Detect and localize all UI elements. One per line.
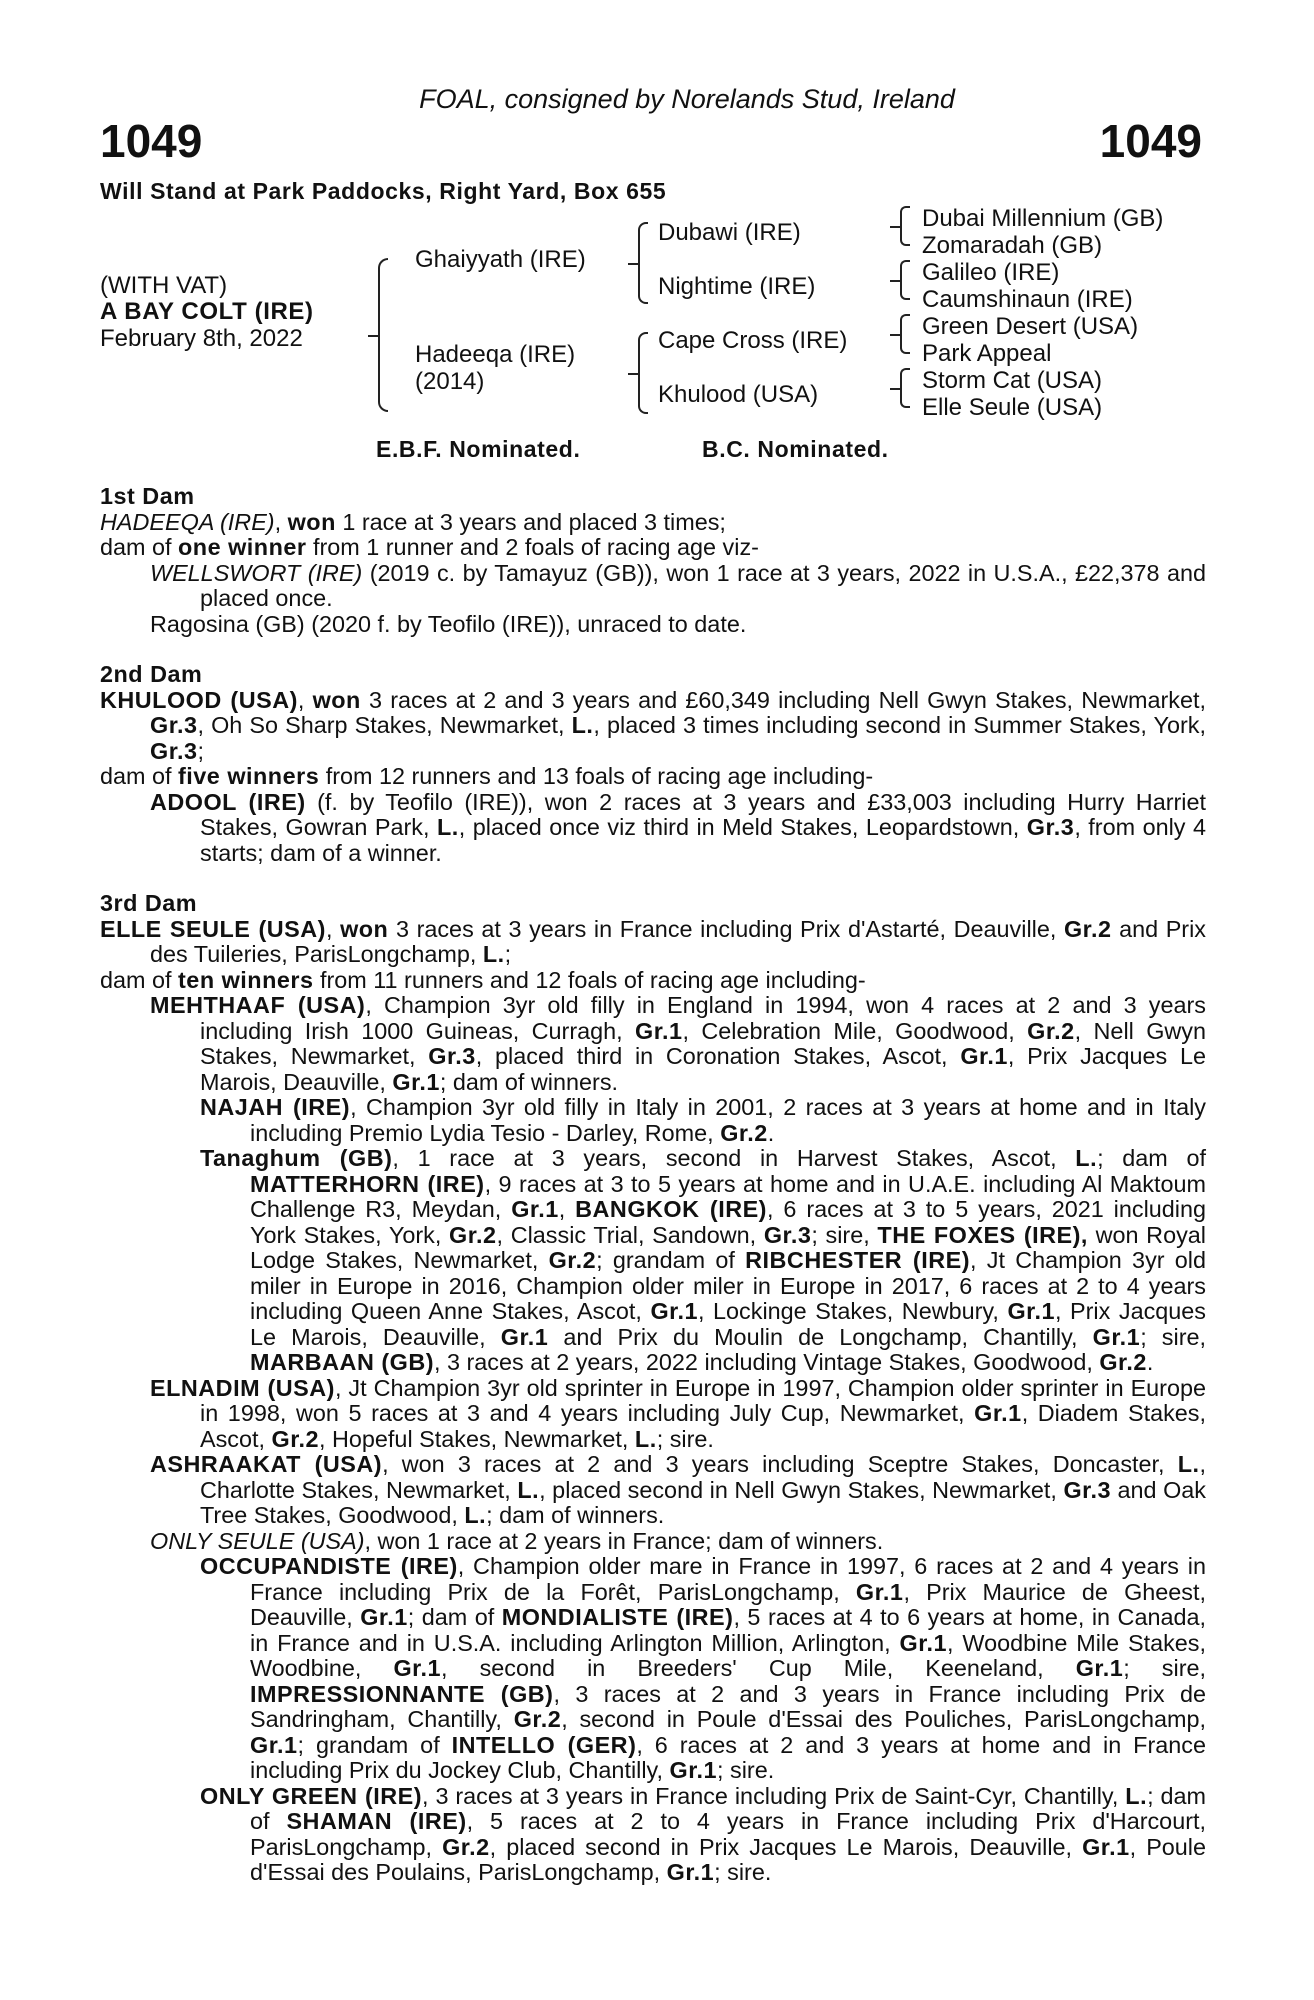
ancestor-2: Zomaradah (GB) — [922, 232, 1103, 259]
second-dam-heading: 2nd Dam — [100, 661, 203, 687]
consignor-line: FOAL, consigned by Norelands Stud, Ireland — [419, 84, 955, 114]
ancestor-1: Dubai Millennium (GB) — [922, 205, 1164, 232]
pedigree-brace-g4 — [900, 368, 910, 408]
ebf-nominated: E.B.F. Nominated. — [376, 436, 581, 462]
ancestor-6: Park Appeal — [922, 340, 1052, 367]
lot-number-left: 1049 — [100, 115, 203, 167]
pedigree-brace-g2 — [900, 260, 910, 300]
produce-entry: OCCUPANDISTE (IRE), Champion older mare in France in 1997, 6 races at 2 and 4 years in France including Prix de la Forêt, ParisLongchamp, Gr.1, Prix Maurice de Gheest, Deauville, Gr.1; dam of MONDIALISTE (IRE), 5 races at 4 to 6 years at home, in Canada, in France and in U.S.A. including Arlington Million, Arlington, Gr.1, Woodbine Mile Stakes, Woodbine, Gr.1, second in Breeders' Cup Mile, Keeneland, Gr.1; sire, IMPRESSIONNANTE (GB), 3 races at 2 and 3 years in France including Prix de Sandringham, Chantilly, Gr.2, second in Poule d'Essai des Pouliches, ParisLongchamp, Gr.1; grandam of INTELLO (GER), 6 races at 2 and 3 years at home and in France including Prix du Jockey Club, Chantilly, Gr.1; sire. — [200, 1553, 1207, 1783]
produce-entry: ASHRAAKAT (USA), won 3 races at 2 and 3 years including Sceptre Stakes, Doncaster, L., Charlotte Stakes, Newmarket, L., placed second in Nell Gwyn Stakes, Newmarket, Gr.3 and Oak Tree Stakes, Goodwood, L.; dam of winners. — [150, 1451, 1207, 1528]
second-dam-produce: dam of five winners from 12 runners and 13 foals of racing age including- — [100, 763, 874, 789]
third-dam-heading: 3rd Dam — [100, 890, 198, 916]
ancestor-4: Caumshinaun (IRE) — [922, 286, 1133, 313]
produce-entry: ADOOL (IRE) (f. by Teofilo (IRE)), won 2 races at 3 years and £33,003 including Hurry Harriet Stakes, Gowran Park, L., placed once viz third in Meld Stakes, Leopardstown, Gr.3, from only 4 starts; dam of a winner. — [150, 788, 1206, 866]
third-dam-produce: dam of ten winners from 11 runners and 12 foals of racing age including- — [100, 966, 866, 993]
dam-year: (2014) — [415, 368, 485, 395]
produce-entry: ELNADIM (USA), Jt Champion 3yr old sprinter in Europe in 1997, Champion older sprinter in Europe in 1998, won 5 races at 3 and 4 years including July Cup, Newmarket, Gr.1, Diadem Stakes, Ascot, Gr.2, Hopeful Stakes, Newmarket, L.; sire. — [150, 1374, 1206, 1452]
first-dam-produce: dam of one winner from 1 runner and 2 foals of racing age viz- — [100, 534, 759, 560]
sire-dam: Nightime (IRE) — [658, 273, 816, 300]
first-dam-entry: HADEEQA (IRE), won 1 race at 3 years and placed 3 times; — [100, 508, 726, 535]
pedigree-brace-sire — [638, 222, 648, 304]
sire: Ghaiyyath (IRE) — [415, 246, 586, 273]
ancestor-8: Elle Seule (USA) — [922, 394, 1103, 421]
produce-entry: Ragosina (GB) (2020 f. by Teofilo (IRE)), unraced to date. — [150, 610, 747, 637]
produce-entry: ONLY SEULE (USA), won 1 race at 2 years in France; dam of winners. — [150, 1527, 884, 1554]
pedigree-brace-g1 — [900, 206, 910, 246]
catalogue-text — [100, 484, 1206, 1886]
second-dam-entry: KHULOOD (USA), won 3 races at 2 and 3 years and £60,349 including Nell Gwyn Stakes, Newmarket, Gr.3, Oh So Sharp Stakes, Newmarket, L., placed 3 times including second in Summer Stakes, York, Gr.3; — [100, 686, 1206, 764]
foaling-date: February 8th, 2022 — [100, 325, 303, 352]
dam-sire: Cape Cross (IRE) — [658, 327, 848, 354]
produce-entry: Tanaghum (GB), 1 race at 3 years, second in Harvest Stakes, Ascot, L.; dam of MATTERHORN (IRE), 9 races at 3 to 5 years at home and in U.A.E. including Al Maktoum Challenge R3, Meydan, Gr.1, BANGKOK (IRE), 6 races at 3 to 5 years, 2021 including York Stakes, York, Gr.2, Classic Trial, Sandown, Gr.3; sire, THE FOXES (IRE), won Royal Lodge Stakes, Newmarket, Gr.2; grandam of RIBCHESTER (IRE), Jt Champion 3yr old miler in Europe in 2016, Champion older miler in Europe in 2017, 6 races at 2 to 4 years including Queen Anne Stakes, Ascot, Gr.1, Lockinge Stakes, Newbury, Gr.1, Prix Jacques Le Marois, Deauville, Gr.1 and Prix du Moulin de Longchamp, Chantilly, Gr.1; sire, MARBAAN (GB), 3 races at 2 years, 2022 including Vintage Stakes, Goodwood, Gr.2. — [200, 1145, 1207, 1375]
produce-entry: MEHTHAAF (USA), Champion 3yr old filly in England in 1994, won 4 races at 2 and 3 years including Irish 1000 Guineas, Curragh, Gr.1, Celebration Mile, Goodwood, Gr.2, Nell Gwyn Stakes, Newmarket, Gr.3, placed third in Coronation Stakes, Ascot, Gr.1, Prix Jacques Le Marois, Deauville, Gr.1; dam of winners. — [150, 992, 1206, 1095]
ancestor-7: Storm Cat (USA) — [922, 367, 1103, 394]
pedigree-brace-main — [378, 258, 388, 412]
dam: Hadeeqa (IRE) — [415, 341, 576, 368]
dam-dam: Khulood (USA) — [658, 381, 819, 408]
produce-entry: ONLY GREEN (IRE), 3 races at 3 years in France including Prix de Saint-Cyr, Chantilly, L.; dam of SHAMAN (IRE), 5 races at 2 to 4 years in France including Prix d'Harcourt, ParisLongchamp, Gr.2, placed second in Prix Jacques Le Marois, Deauville, Gr.1, Poule d'Essai des Poulains, ParisLongchamp, Gr.1; sire. — [200, 1782, 1207, 1885]
lot-number-right: 1049 — [1099, 115, 1202, 167]
ancestor-3: Galileo (IRE) — [922, 259, 1060, 286]
bc-nominated: B.C. Nominated. — [702, 436, 889, 462]
stand-info: Will Stand at Park Paddocks, Right Yard, Box 655 — [100, 178, 667, 204]
sire-sire: Dubawi (IRE) — [658, 219, 801, 246]
pedigree-brace-g3 — [900, 314, 910, 354]
produce-entry: WELLSWORT (IRE) (2019 c. by Tamayuz (GB)), won 1 race at 3 years, 2022 in U.S.A., £22,378 and placed once. — [150, 559, 1206, 611]
ancestor-5: Green Desert (USA) — [922, 313, 1139, 340]
vat-note: (WITH VAT) — [100, 272, 228, 299]
pedigree-brace-dam — [638, 332, 648, 414]
produce-entry: NAJAH (IRE), Champion 3yr old filly in Italy in 2001, 2 races at 3 years at home and in Italy including Premio Lydia Tesio - Darley, Rome, Gr.2. — [200, 1094, 1206, 1146]
third-dam-entry: ELLE SEULE (USA), won 3 races at 3 years in France including Prix d'Astarté, Deauville, Gr.2 and Prix des Tuileries, ParisLongchamp, L.; — [100, 915, 1206, 967]
horse-name: A BAY COLT (IRE) — [100, 298, 314, 325]
first-dam-heading: 1st Dam — [100, 483, 195, 509]
